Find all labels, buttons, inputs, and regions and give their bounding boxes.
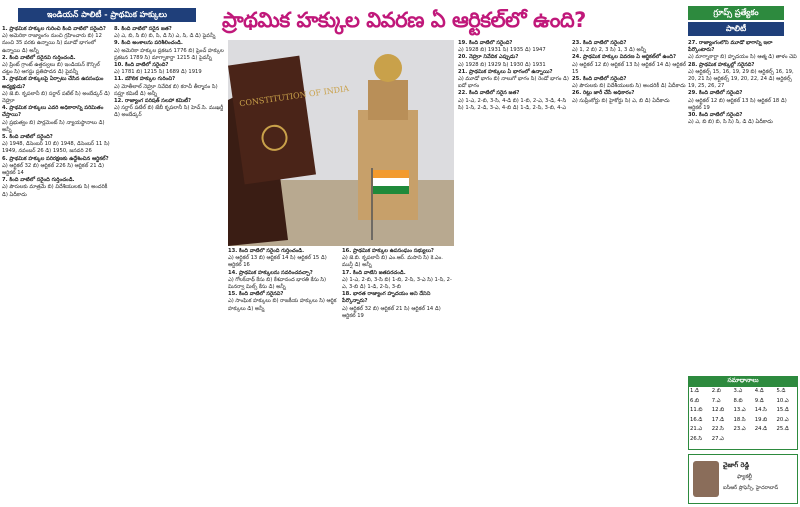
question-text: 27. రాజ్యాంగంలోని మూడో భాగాన్ని ఇలా పేర్కొంటారు?	[688, 40, 773, 54]
question-text: 23. కింది వాటిలో సరైంది?	[572, 40, 627, 46]
answer-key-cell: 7.ఎ	[711, 397, 721, 404]
author-institute: ఐసీఆర్ ప్రొఫెన్సీ, హైదరాబాద్	[723, 485, 779, 491]
question-options: ఎ) ప్రింట్ గ్రాంట్ ఉత్తర్వులు బి) ఇండియన్ కౌన్సిల్ చట్టం సి) ఆగస్టు ప్రతిపాదన డి) పైవన్నీ	[2, 62, 100, 76]
answer-key-cell: 26.సి	[690, 435, 703, 442]
answer-key	[688, 386, 798, 450]
question-options: ఎ) ఎ, బి బి) బి, సి సి) సి, డి డి) ఏదీకాదు	[688, 119, 773, 126]
answer-key-cell	[754, 435, 776, 445]
question-text: 5. కింది వాటిలో సరైంది?	[2, 134, 53, 141]
question-column-5	[342, 248, 454, 504]
constitution-illustration	[228, 40, 454, 246]
question-options: ఎ) మూడో భాగం బి) నాలుగో భాగం సి) రెండో భాగం డి) ఐదో భాగం	[458, 76, 569, 90]
question-text: 18. భారత రాజ్యాంగ హృదయం అని దేనిని పేర్కొన్నారు?	[342, 291, 431, 305]
question-text: 6. ప్రాథమిక హక్కుల పరిరక్షణకు ఉద్దేశించిన ఆర్టికల్?	[2, 155, 109, 162]
answer-key-cell	[732, 435, 753, 445]
section-label: ఇండియన్ పాలిటీ - ప్రాథమిక హక్కులు	[18, 8, 196, 22]
question-column-8	[688, 40, 798, 372]
answer-key-cell: 12.బి	[711, 407, 725, 414]
question-text: 10. కింది వాటిలో సరైంది?	[114, 62, 169, 69]
question-text: 16. ప్రాథమిక హక్కుల ఉపసంఘం సభ్యులు?	[342, 248, 434, 254]
question-options: ఎ) 1928 బి) 1929 సి) 1930 డి) 1931	[458, 61, 546, 68]
question-options: ఎ) జె.బి. కృపలానీ బి) ఎం.ఆర్. మసాని సి) కె.ఎం. మున్షీ డి) అన్నీ	[342, 255, 443, 269]
answer-key-table	[689, 387, 797, 445]
answer-key-cell: 14.సి	[754, 407, 767, 414]
answer-key-cell: 16.డి	[690, 416, 703, 423]
question-options: ఎ) సుప్రీంకోర్టు బి) హైకోర్టు సి) ఎ, బి డి) ఏదీకాదు	[572, 97, 670, 104]
question-text: 26. రిట్లు జారీ చేసే అధికారం?	[572, 90, 635, 97]
question-options: ఎ) 1948, డిసెంబర్ 10 బి) 1948, డిసెంబర్ 11 సి) 1949, నవంబర్ 26 డి) 1950, జనవరి 26	[2, 141, 110, 155]
answer-key-row	[689, 406, 797, 416]
constitution-photo	[228, 40, 454, 246]
author-role: ఫ్యాకల్టీ	[737, 474, 753, 480]
author-photo	[693, 461, 719, 497]
answer-key-row	[689, 435, 797, 445]
question-text: 8. కింది వాటిలో సరైన జత?	[114, 26, 172, 32]
question-text: 19. కింది వాటిలో సరైంది?	[458, 40, 513, 46]
answer-key-row	[689, 425, 797, 435]
question-options: ఎ) 1-ఎ, 2-బి, 3-సి, 4-డి బి) 1-బి, 2-ఎ, 3-డి, 4-సి సి) 1-సి, 2-డి, 3-ఎ, 4-బి డి) 1-డి, 2-సి, 3-బి, 4-ఎ	[458, 97, 567, 111]
answer-key-cell: 22.సి	[711, 426, 724, 433]
question-text: 4. ప్రాథమిక హక్కులు ఎవరి అధికారాన్ని పరిమితం చేస్తాయి?	[2, 105, 104, 119]
question-text: 20. నెహ్రూ నివేదిక ఎప్పుడు?	[458, 54, 519, 61]
answer-key-cell: 21.ఎ	[690, 426, 703, 433]
question-options: ఎ) ఆర్టికల్ 32 బి) ఆర్టికల్ 226 సి) ఆర్టికల్ 21 డి) ఆర్టికల్ 14	[2, 162, 105, 177]
question-options: ఎ) ఆర్టికల్ 13 బి) ఆర్టికల్ 14 సి) ఆర్టికల్ 15 డి) ఆర్టికల్ 16	[228, 255, 327, 269]
answer-key-cell: 6.బి	[690, 397, 700, 404]
question-text: 15. కింది వాటిలో సరైనవి?	[228, 291, 284, 298]
question-options: ఎ) జె.బి. కృపలానీ బి) సర్దార్ పటేల్ సి) అంబేడ్కర్ డి) నెహ్రూ	[2, 90, 110, 105]
answer-key-cell: 11.బి	[690, 407, 703, 414]
question-column-7	[572, 40, 686, 504]
question-options: ఎ) సర్దార్ పటేల్ బి) జేబీ కృపలానీ సి) హెచ్.సి. ముఖర్జీ డి) అంబేడ్కర్	[114, 105, 224, 119]
answer-key-cell: 20.ఎ	[776, 416, 789, 423]
answer-key-row	[689, 397, 797, 407]
question-text: 22. కింది వాటిలో సరైన జత?	[458, 90, 520, 97]
question-column-1	[2, 26, 110, 504]
question-options: ఎ) మోతీలాల్ నెహ్రూ నివేదిక బి) కరాచీ తీర్మానం సి) సప్రూ కమిటీ డి) అన్నీ	[114, 83, 218, 97]
group-badge: గ్రూప్స్ ప్రత్యేకం	[688, 6, 784, 20]
answer-key-cell: 23.ఎ	[733, 426, 746, 433]
question-text: 3. ప్రాథమిక హక్కులపై ఏర్పాటు చేసిన ఉపసంఘం అధ్యక్షుడు?	[2, 76, 104, 90]
answer-key-cell: 19.బి	[754, 416, 768, 423]
answer-key-cell: 9.డి	[754, 397, 764, 404]
question-column-2	[114, 26, 224, 504]
question-text: 11. మౌలిక హక్కుల గురించి?	[114, 76, 176, 83]
answer-key-cell: 10.ఎ	[776, 397, 789, 404]
answer-key-cell: 15.డి	[776, 407, 789, 414]
question-text: 2. కింది వాటిలో సరైనవి గుర్తించండి.	[2, 54, 76, 61]
question-options: ఎ) మాగ్నాకార్టా బి) హృదయం సి) ఆత్మ డి) తాళం చెవి	[688, 54, 797, 61]
answer-key-cell: 25.డి	[776, 426, 789, 433]
question-options: ఎ) ప్రభుత్వం బి) పార్లమెంట్ సి) న్యాయస్థానాలు డి) అన్నీ	[2, 119, 105, 133]
question-text: 30. కింది వాటిలో సరైంది?	[688, 112, 743, 119]
question-text: 25. కింది వాటిలో సరైంది?	[572, 76, 627, 83]
question-text: 24. ప్రాథమిక హక్కుల వివరణ ఏ ఆర్టికల్‌లో ఉంది?	[572, 54, 676, 61]
question-options: ఎ) ఆర్టికల్ 12 బి) ఆర్టికల్ 13 సి) ఆర్టికల్ 14 డి) ఆర్టికల్ 15	[572, 61, 686, 75]
question-text: 29. కింది వాటిలో సరైంది?	[688, 90, 743, 97]
question-options: ఎ) 1928 బి) 1931 సి) 1935 డి) 1947	[458, 47, 546, 54]
answer-key-cell: 4.డి	[754, 388, 764, 394]
answer-key-cell: 18.సి	[733, 416, 746, 423]
question-options: ఎ) ఆర్టికల్ 12 బి) ఆర్టికల్ 13 సి) ఆర్టికల్ 18 డి) ఆర్టికల్ 19	[688, 97, 787, 111]
answer-key-cell: 24.డి	[754, 426, 768, 433]
question-options: ఎ) సాంఘిక హక్కులు బి) రాజకీయ హక్కులు సి) ఆర్థిక హక్కులు డి) అన్నీ	[228, 298, 337, 312]
author-box	[688, 454, 798, 504]
answer-key-cell: 5.డి	[776, 388, 786, 394]
question-text: 14. ప్రాథమిక హక్కులను సవరించవచ్చా?	[228, 269, 313, 276]
answer-key-cell	[775, 435, 797, 445]
answer-key-title: సమాధానాలు	[688, 376, 798, 386]
question-options: ఎ) ఆర్టికల్స్ 15, 16, 19, 29 బి) ఆర్టికల్స్ 16, 19, 20, 21 సి) ఆర్టికల్స్ 19, 20, 22, 24 డి) ఆర్టికల్స్ 19, 25, 26, 27	[688, 68, 794, 90]
answer-key-cell: 13.ఎ	[733, 407, 746, 414]
answer-key-cell: 3.ఎ	[733, 388, 743, 394]
question-text: 7. కింది వాటిలో సరైంది గుర్తించండి.	[2, 177, 75, 184]
answer-key-cell: 1.డి	[690, 388, 699, 394]
question-text: 13. కింది వాటిలో సరైంది గుర్తించండి.	[228, 248, 305, 254]
author-name: వైజాగ్ రెడ్డి	[723, 461, 750, 469]
question-options: ఎ) అమెరికా రాజ్యాంగం నుంచి గ్రహించారు బి) 12 నుంచి 35 వరకు ఉన్నాయి సి) మూడో భాగంలో ఉన్నాయి డి) అన్నీ	[2, 33, 102, 54]
question-options: ఎ) 1-ఎ, 2-బి, 3-సి బి) 1-బి, 2-సి, 3-ఎ సి) 1-సి, 2-ఎ, 3-బి డి) 1-డి, 2-సి, 3-బి	[342, 276, 452, 291]
question-column-6	[458, 40, 570, 504]
answer-key-row	[689, 387, 797, 397]
answer-key-cell: 2.బి	[711, 388, 721, 394]
question-text: 28. ప్రాథమిక హక్కుల్లో సరైనది?	[688, 61, 755, 68]
book-title: CONSTITUTION OF INDIA	[238, 84, 350, 109]
question-options: ఎ) 1, 2 బి) 2, 3 సి) 1, 3 డి) అన్నీ	[572, 47, 647, 54]
question-options: ఎ) పౌరులకు మాత్రమే బి) విదేశీయులకు సి) అందరికీ డి) ఏదీకాదు	[2, 184, 108, 198]
question-options: ఎ) పౌరులకు బి) విదేశీయులకు సి) అందరికీ డి) ఏదీకాదు	[572, 83, 686, 90]
question-options: ఎ) ఎ, బి, సి బి) బి, సి, డి సి) ఎ, సి, డి డి) పైవన్నీ	[114, 33, 216, 40]
page-title: ప్రాథమిక హక్కుల వివరణ ఏ ఆర్టికల్‌లో ఉంది?	[222, 8, 586, 32]
question-options: ఎ) గోలక్‌నాథ్ కేసు బి) కేశవానంద భారతి కేసు సి) మినర్వా మిల్స్ కేసు డి) అన్నీ	[228, 276, 327, 291]
question-options: ఎ) 1781 బి) 1215 సి) 1689 డి) 1919	[114, 69, 202, 76]
question-text: 1. ప్రాథమిక హక్కుల గురించి కింది వాటిలో సరైంది?	[2, 26, 106, 32]
question-column-4	[228, 248, 338, 504]
question-options: ఎ) ఆర్టికల్ 32 బి) ఆర్టికల్ 21 సి) ఆర్టికల్ 14 డి) ఆర్టికల్ 19	[342, 305, 441, 319]
answer-key-cell: 27.ఎ	[711, 435, 724, 442]
question-options: ఎ) అమెరికా హక్కుల ప్రకటన 1776 బి) ఫ్రెంచ్ హక్కుల ప్రకటన 1789 సి) మాగ్నాకార్టా 1215 డి) పైవన్నీ	[114, 47, 224, 61]
question-text: 17. కింది వాటిని జతపరచండి.	[342, 269, 406, 276]
subject-badge: పాలిటీ	[688, 22, 784, 36]
question-text: 9. కింది అంశాలను పరిశీలించండి.	[114, 40, 183, 47]
answer-key-cell: 17.డి	[711, 416, 725, 423]
answer-key-cell: 8.బి	[733, 397, 743, 404]
question-text: 12. రాజ్యాంగ పరిషత్ సలహా కమిటీ?	[114, 98, 192, 105]
question-text: 21. ప్రాథమిక హక్కులు ఏ భాగంలో ఉన్నాయి?	[458, 68, 553, 75]
answer-key-row	[689, 416, 797, 426]
